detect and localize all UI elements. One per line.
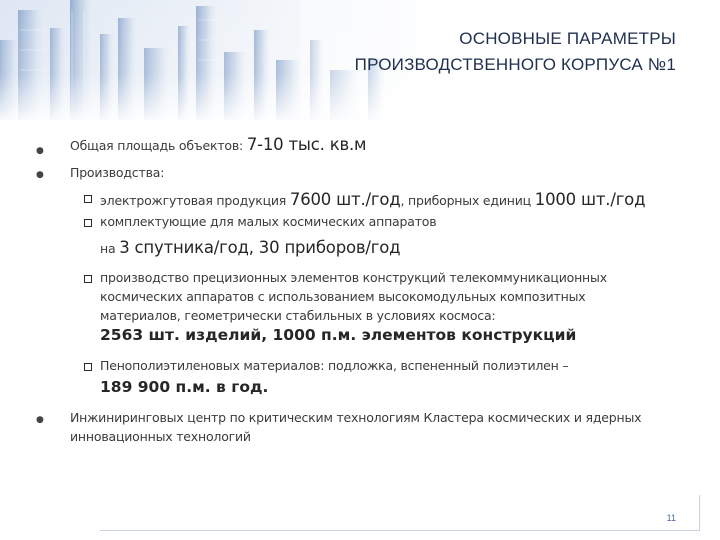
item1-value-a: 7600 шт./год <box>289 190 401 209</box>
item1-value-b: 1000 шт./год <box>534 190 646 209</box>
checkbox-square-icon <box>84 275 92 283</box>
item1-text-a: электрожгутовая продукция <box>100 193 290 208</box>
item-electro-harness <box>100 190 645 209</box>
item2-line-2 <box>100 238 400 257</box>
checkbox-square-icon <box>84 195 92 203</box>
item2-prefix: на <box>100 241 120 256</box>
area-item <box>70 135 366 154</box>
item1-text-b: , приборных единиц <box>400 193 535 208</box>
item3-line-1: производство прецизионных элементов конструкций телекоммуникационных <box>100 270 607 285</box>
item3-line-2: космических аппаратов с использованием высокомодульных композитных <box>100 289 586 304</box>
item4-value: 189 900 п.м. в год. <box>100 378 269 396</box>
checkbox-square-icon <box>84 219 92 227</box>
slide-title <box>236 26 676 78</box>
bullet-dot: ● <box>36 170 44 180</box>
title-line-1: ОСНОВНЫЕ ПАРАМЕТРЫ <box>459 29 676 48</box>
bullet-dot: ● <box>36 415 44 425</box>
area-label: Общая площадь объектов: <box>70 138 247 153</box>
page-frame <box>100 495 700 531</box>
item3-line-3: материалов, геометрически стабильных в условиях космоса: <box>100 308 496 323</box>
item4-line-1: Пенополиэтиленовых материалов: подложка, вспененный полиэтилен – <box>100 358 569 373</box>
item2-value: 3 спутника/год, 30 приборов/год <box>119 238 401 257</box>
page-number: 11 <box>666 513 676 523</box>
item3-value: 2563 шт. изделий, 1000 п.м. элементов конструкций <box>100 326 577 344</box>
bullet-dot: ● <box>36 146 44 156</box>
area-value: 7-10 тыс. кв.м <box>246 135 367 154</box>
checkbox-square-icon <box>84 363 92 371</box>
production-label: Производства: <box>70 165 165 180</box>
title-line-2: ПРОИЗВОДСТВЕННОГО КОРПУСА №1 <box>354 55 676 74</box>
engineering-line-2: инновационных технологий <box>70 429 251 444</box>
engineering-line-1: Инжиниринговых центр по критическим технологиям Кластера космических и ядерных <box>70 410 642 425</box>
item2-line-1: комплектующие для малых космических аппаратов <box>100 214 437 229</box>
